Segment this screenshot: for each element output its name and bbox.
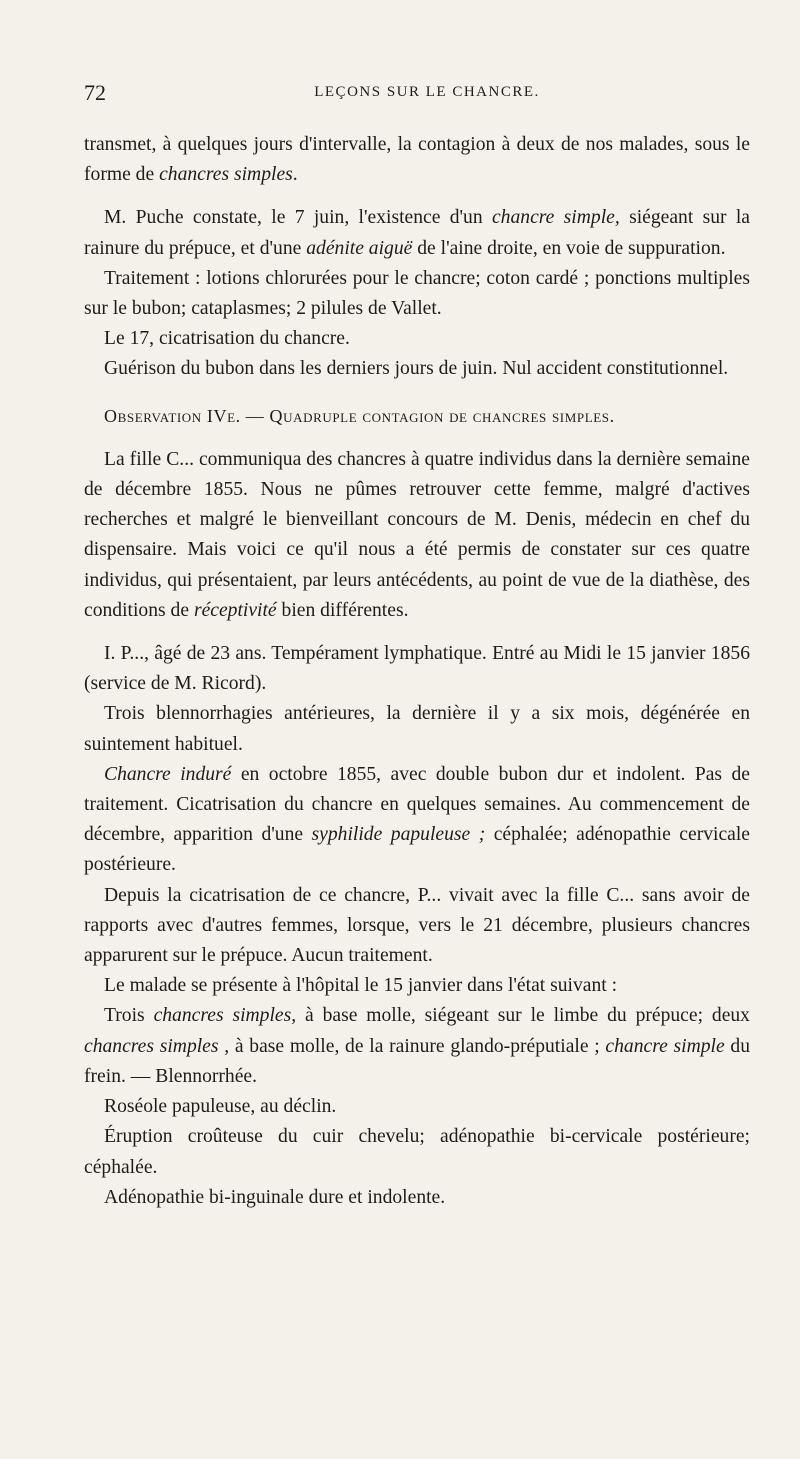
paragraph: I. P..., âgé de 23 ans. Tempérament lymphatique. Entré au Midi le 15 janvier 1856 (service de M. Ricord). [84,643,750,695]
paragraph: M. Puche constate, le 7 juin, l'existence d'un chancre simple, siégeant sur la rainure du prépuce, et d'une adénite aiguë de l'aine droite, en voie de suppuration. [84,207,750,259]
paragraph: Traitement : lotions chlorurées pour le chancre; coton cardé ; ponctions multiples sur le bubon; cataplasmes; 2 pilules de Vallet. [84,267,750,320]
observation-heading: Observation IVe. — Quadruple contagion de chancres simples. [104,405,615,426]
paragraph: Guérison du bubon dans les derniers jours de juin. Nul accident constitutionnel. [104,358,729,380]
paragraph: Le 17, cicatrisation du chancre. [104,328,350,350]
paragraph: Éruption croûteuse du cuir chevelu; adénopathie bi-cervicale postérieure; céphalée. [84,1126,750,1178]
page-number: 72 [84,80,106,105]
page-header [84,80,740,110]
paragraph: Trois blennorrhagies antérieures, la dernière il y a six mois, dégénérée en suintement habituel. [84,703,750,755]
running-title: LEÇONS SUR LE CHANCRE. [314,84,540,100]
paragraph: Trois chancres simples, à base molle, siégeant sur le limbe du prépuce; deux chancres simples , à base molle, de la rainure glando-préputiale ; chancre simple du frein. — Blennorrhée. [84,1005,751,1087]
page-body [84,130,750,1213]
paragraph: Roséole papuleuse, au déclin. [104,1096,337,1118]
paragraph: Chancre induré en octobre 1855, avec double bubon dur et indolent. Pas de traitement. Cicatrisation du chancre en quelques semaines. Au commencement de décembre, apparition d'une syphilide papuleuse ; céphalée; adénopathie cervicale postérieure. [84,763,751,876]
paragraph: Le malade se présente à l'hôpital le 15 janvier dans l'état suivant : [104,975,618,997]
paragraph: Adénopathie bi-inguinale dure et indolente. [104,1186,446,1208]
paragraph: La fille C... communiqua des chancres à quatre individus dans la dernière semaine de décembre 1855. Nous ne pûmes retrouver cette femme, malgré d'actives recherches et malgré le bienveillant concours de M. Denis, médecin en chef du dispensaire. Mais voici ce qu'il nous a été permis de constater sur ces quatre individus, qui présentaient, par leurs antécédents, au point de vue de la diathèse, des conditions de réceptivité bien différentes. [84,448,750,621]
paragraph: Depuis la cicatrisation de ce chancre, P... vivait avec la fille C... sans avoir de rapports avec d'autres femmes, lorsque, vers le 21 décembre, plusieurs chancres apparurent sur le prépuce. Aucun traitement. [84,884,750,967]
paragraph: transmet, à quelques jours d'intervalle, la contagion à deux de nos malades, sous le forme de chancres simples. [84,134,750,186]
